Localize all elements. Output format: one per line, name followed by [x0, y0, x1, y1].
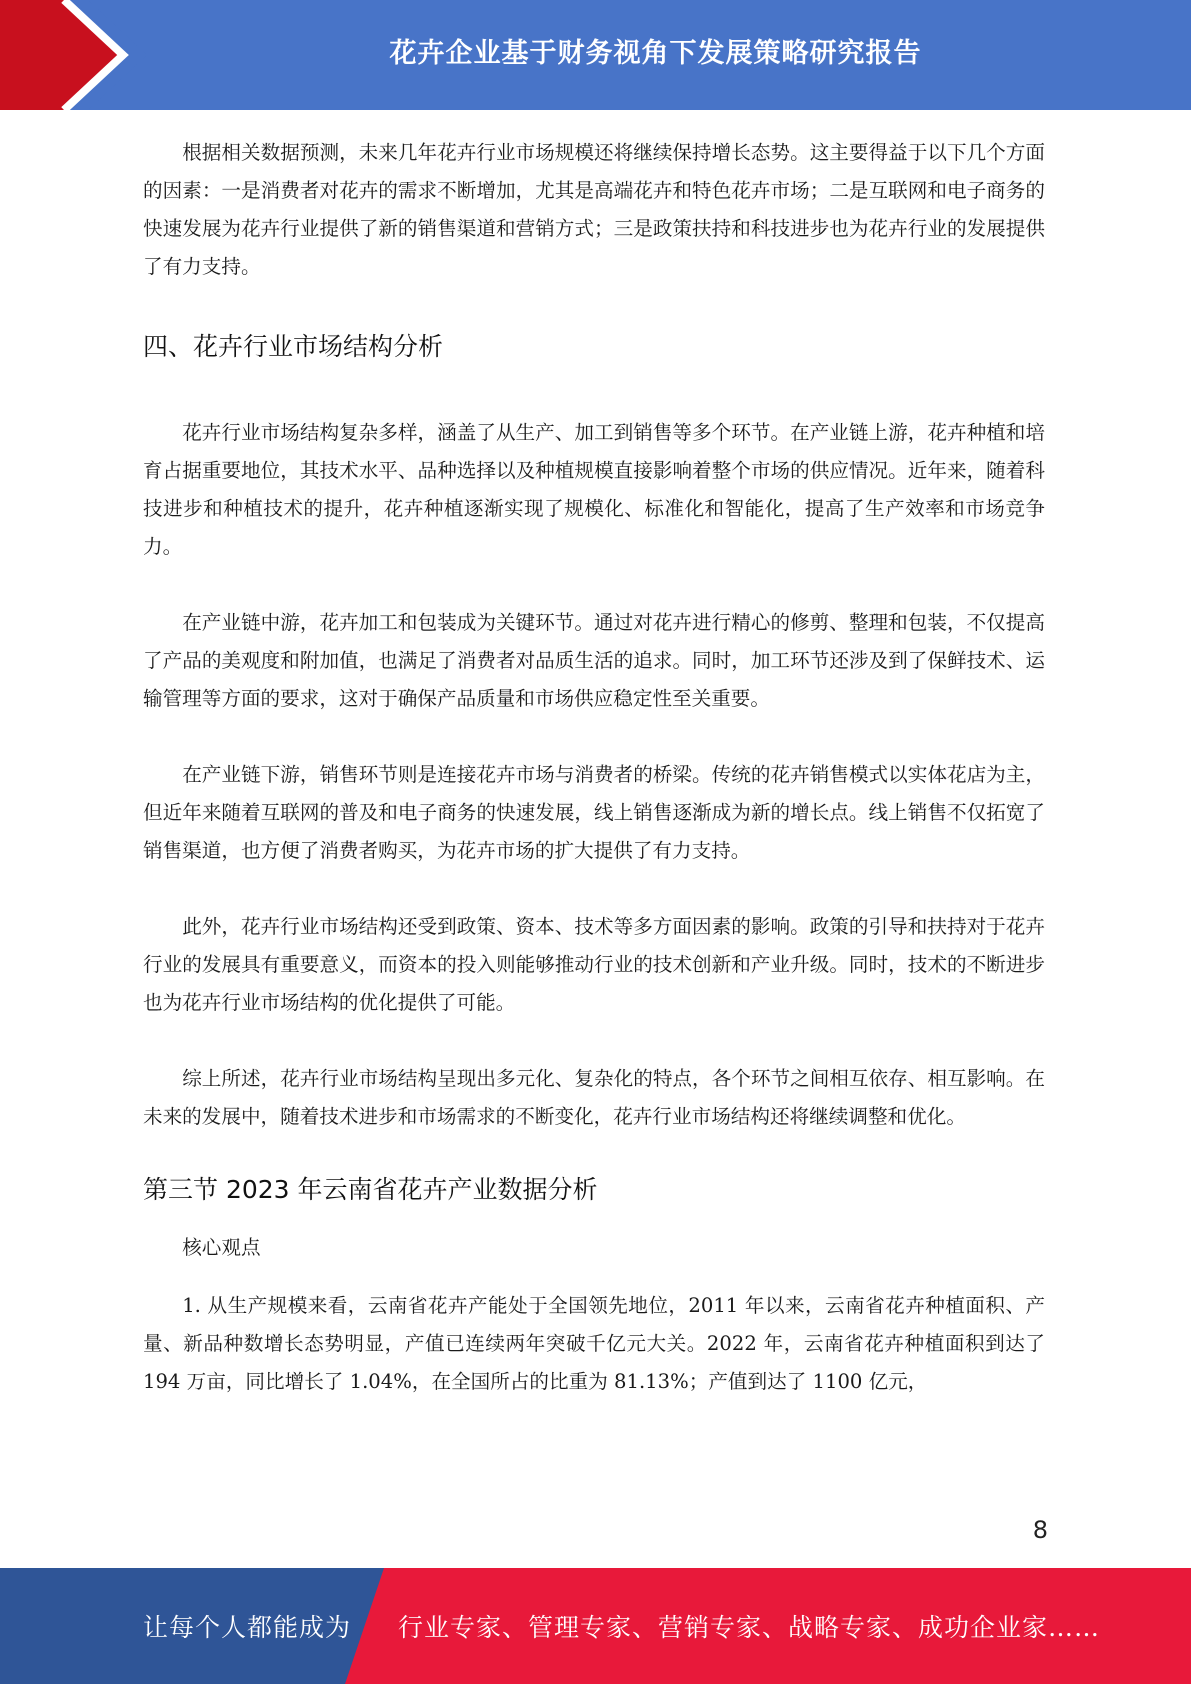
paragraph-downstream: 在产业链下游，销售环节则是连接花卉市场与消费者的桥梁。传统的花卉销售模式以实体花店为主，但近年来随着互联网的普及和电子商务的快速发展，线上销售逐渐成为新的增长点。线上销售不仅拓宽了销售渠道，也方便了消费者购买，为花卉市场的扩大提供了有力支持。	[143, 763, 1045, 862]
footer-slogan-left: 让每个人都能成为	[143, 1613, 352, 1642]
page-content	[143, 134, 1045, 1401]
paragraph-other-factors: 此外，花卉行业市场结构还受到政策、资本、技术等多方面因素的影响。政策的引导和扶持对于花卉行业的发展具有重要意义，而资本的投入则能够推动行业的技术创新和产业升级。同时，技术的不断进步也为花卉行业市场结构的优化提供了可能。	[143, 915, 1045, 1014]
paragraph-upstream: 花卉行业市场结构复杂多样，涵盖了从生产、加工到销售等多个环节。在产业链上游，花卉种植和培育占据重要地位，其技术水平、品种选择以及种植规模直接影响着整个市场的供应情况。近年来，随着科技进步和种植技术的提升，花卉种植逐渐实现了规模化、标准化和智能化，提高了生产效率和市场竞争力。	[143, 421, 1045, 558]
page-number: 8	[1032, 1516, 1048, 1544]
paragraph-summary: 综上所述，花卉行业市场结构呈现出多元化、复杂化的特点，各个环节之间相互依存、相互影响。在未来的发展中，随着技术进步和市场需求的不断变化，花卉行业市场结构还将继续调整和优化。	[143, 1067, 1045, 1128]
core-point-1: 1. 从生产规模来看，云南省花卉产能处于全国领先地位，2011 年以来，云南省花卉种植面积、产量、新品种数增长态势明显，产值已连续两年突破千亿元大关。2022 年，云南省花卉种植面积到达了 194 万亩，同比增长了 1.04%，在全国所占的比重为 81.13%；产值到达了 1100 亿元，	[143, 1294, 1045, 1393]
core-viewpoint-label: 核心观点	[182, 1236, 261, 1259]
footer-slogan-right: 行业专家、管理专家、营销专家、战略专家、成功企业家……	[398, 1613, 1101, 1642]
paragraph-midstream: 在产业链中游，花卉加工和包装成为关键环节。通过对花卉进行精心的修剪、整理和包装，不仅提高了产品的美观度和附加值，也满足了消费者对品质生活的追求。同时，加工环节还涉及到了保鲜技术、运输管理等方面的要求，这对于确保产品质量和市场供应稳定性至关重要。	[143, 611, 1045, 710]
header-chevron-decoration	[0, 0, 200, 110]
document-title: 花卉企业基于财务视角下发展策略研究报告	[389, 37, 922, 69]
intro-paragraph: 根据相关数据预测，未来几年花卉行业市场规模还将继续保持增长态势。这主要得益于以下几个方面的因素：一是消费者对花卉的需求不断增加，尤其是高端花卉和特色花卉市场；二是互联网和电子商务的快速发展为花卉行业提供了新的销售渠道和营销方式；三是政策扶持和科技进步也为花卉行业的发展提供了有力支持。	[143, 141, 1045, 278]
section-heading-yunnan-data: 第三节 2023 年云南省花卉产业数据分析	[143, 1175, 598, 1204]
section-heading-market-structure: 四、花卉行业市场结构分析	[143, 332, 444, 361]
page-footer	[0, 1568, 1191, 1684]
page-header	[0, 0, 1191, 110]
